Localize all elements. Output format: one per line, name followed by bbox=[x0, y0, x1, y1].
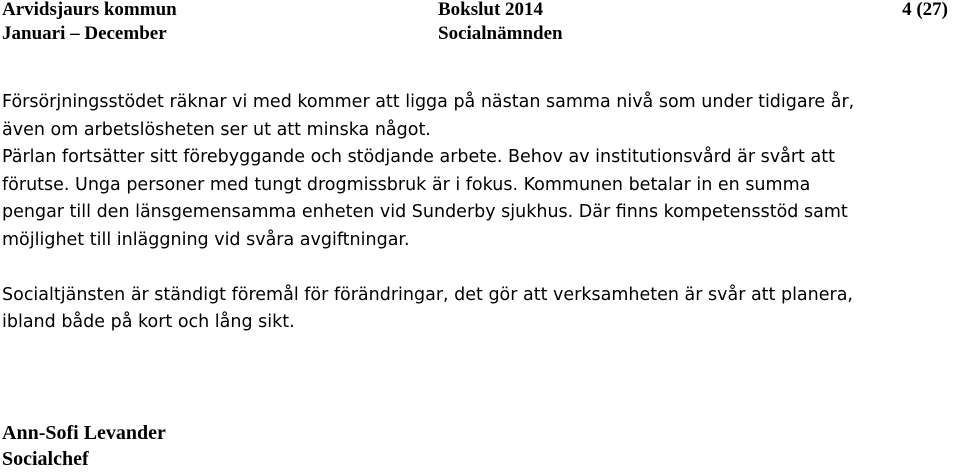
municipality-name: Arvidsjaurs kommun bbox=[2, 0, 177, 20]
text-line: även om arbetslösheten ser ut att minska något. bbox=[2, 119, 431, 140]
paragraph-social-services bbox=[2, 282, 957, 337]
signature-block bbox=[2, 420, 166, 472]
signatory-name: Ann-Sofi Levander bbox=[2, 422, 166, 444]
header-right bbox=[902, 0, 948, 22]
department-name: Socialnämnden bbox=[438, 23, 563, 44]
body-text bbox=[2, 89, 957, 337]
text-line: Pärlan fortsätter sitt förebyggande och stödjande arbete. Behov av institutionsvård är svårt att bbox=[2, 147, 835, 168]
text-line: pengar till den länsgemensamma enheten vid Sunderby sjukhus. Där finns kompetensstöd samt bbox=[2, 202, 848, 223]
signatory-title: Socialchef bbox=[2, 448, 89, 470]
header-left bbox=[2, 0, 177, 46]
report-title: Bokslut 2014 bbox=[438, 0, 544, 20]
text-line: förutse. Unga personer med tungt drogmissbruk är i fokus. Kommunen betalar in en summa bbox=[2, 174, 811, 195]
page-number: 4 (27) bbox=[902, 0, 948, 20]
text-line: Försörjningsstödet räknar vi med kommer att ligga på nästan samma nivå som under tidigare år, bbox=[2, 92, 855, 112]
paragraph-income-support bbox=[2, 89, 957, 144]
header-middle bbox=[438, 0, 563, 46]
text-line: ibland både på kort och lång sikt. bbox=[2, 312, 295, 333]
text-line: möjlighet till inläggning vid svåra avgiftningar. bbox=[2, 229, 410, 250]
text-line: Socialtjänsten är ständigt föremål för förändringar, det gör att verksamheten är svår att planera, bbox=[2, 284, 853, 305]
paragraph-parlan bbox=[2, 144, 957, 254]
period-label: Januari – December bbox=[2, 23, 167, 44]
